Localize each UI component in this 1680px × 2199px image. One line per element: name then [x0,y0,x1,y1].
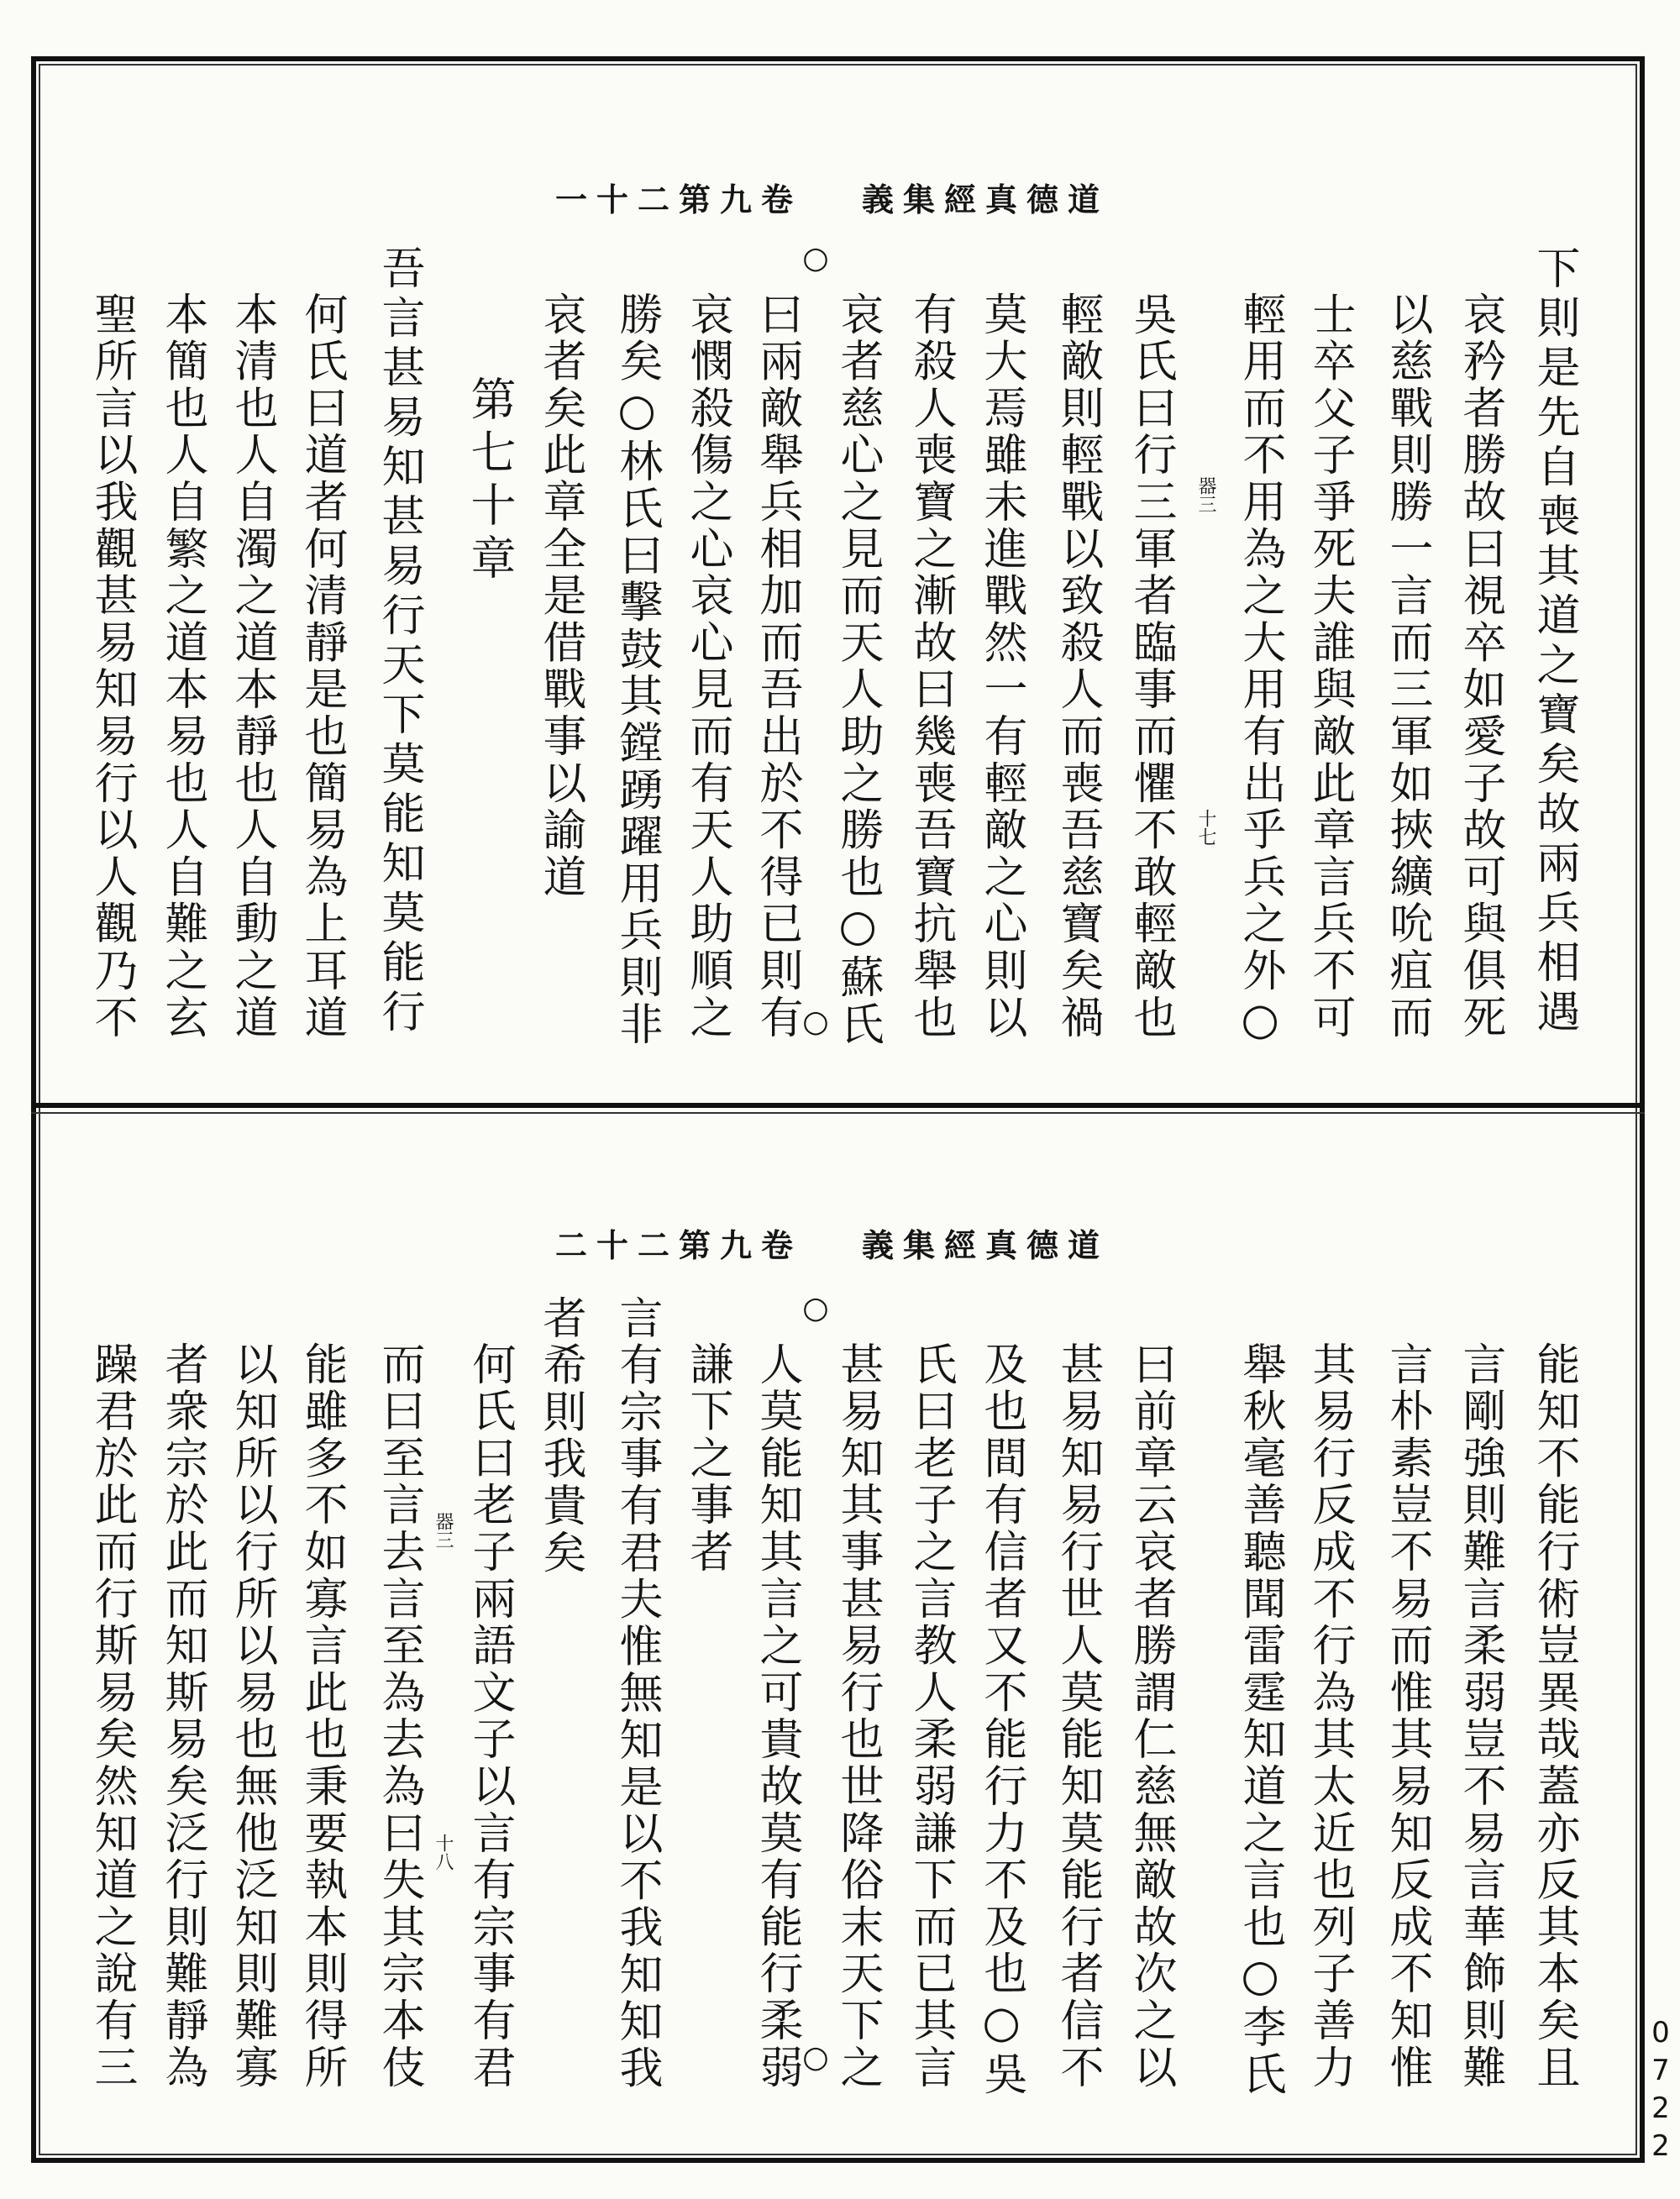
gutter-circle: ○ [802,1005,829,1039]
running-title: 道德真經集義 [861,181,1109,218]
chapter-heading: 第七十章 [464,375,517,587]
text-column: 曰兩敵舉兵相加而吾出於不得已則有 [752,291,802,1042]
text-column: 言有宗事有君夫惟無知是以不我知知我 [612,1295,662,2092]
text-column: 聖所言以我觀甚易知易行以人觀乃不 [87,291,137,1042]
text-column: 本簡也人自繁之道本易也人自難之玄 [157,291,207,1042]
panel-divider-thin [31,1112,1645,1114]
text-column: 本清也人自濁之道本靜也人自動之道 [227,291,277,1042]
panel-divider [31,1103,1645,1108]
text-column: 輕敵則輕戰以致殺人而喪吾慈寶矣禍 [1053,291,1103,1042]
text-column: 能雖多不如寡言此也秉要執本則得所 [297,1341,347,2091]
volume-folio: 卷九第二十二 [554,1226,802,1264]
text-column: 哀者矣此章全是借戰事以諭道 [535,291,585,901]
text-column: 吳氏曰行三軍者臨事而懼不敢輕敵也 [1126,291,1176,1042]
text-column: 者衆宗於此而知斯易矣泛行則難靜為 [157,1341,207,2091]
text-column: 躁君於此而行斯易矣然知道之說有三 [87,1341,137,2091]
running-title: 道德真經集義 [861,1226,1109,1264]
text-column: 吾言甚易知甚易行天下莫能知莫能行 [374,245,424,1038]
text-column: 而曰至言去言至為去為曰失其宗本伎 [374,1341,424,2091]
text-column: 何氏曰道者何清靜是也簡易為上耳道 [297,291,347,1042]
text-column: 人莫能知其言之可貴故莫有能行柔弱 [752,1341,802,2091]
text-column: 莫大焉雖未進戰然一有輕敵之心則以 [976,291,1026,1042]
text-column: 舉秋毫善聽聞雷霆知道之言也○李氏 [1235,1341,1285,2098]
text-column: 以慈戰則勝一言而三軍如挾纊吮疽而 [1382,291,1432,1042]
text-column: 言朴素豈不易而惟其易知反成不知惟 [1382,1341,1432,2091]
text-column: 以知所以行所以易也無他泛知則難寡 [227,1341,277,2091]
catalog-mark: 器三 [433,1512,454,1549]
text-column: 能知不能行術豈異哉蓋亦反其本矣且 [1529,1341,1579,2091]
page-number: 0722 [1644,2016,1677,2167]
gutter-circle: ○ [802,2040,829,2075]
text-column: 言剛強則難言柔弱豈不易言華飾則難 [1455,1341,1505,2091]
catalog-mark: 器三 [1195,476,1216,513]
volume-folio: 卷九第二十一 [554,181,802,218]
text-column: 哀者慈心之見而天人助之勝也○蘇氏 [832,291,883,1048]
text-column: 何氏曰老子兩語文子以言有宗事有君 [465,1341,515,2091]
text-column: 甚易知易行世人莫能知莫能行者信不 [1053,1341,1103,2091]
text-column: 輕用而不用為之大用有出乎兵之外○ [1235,291,1285,1048]
text-column: 哀憫殺傷之心哀心見而有天人助順之 [682,291,732,1042]
text-column: 及也間有信者又不能行力不及也○吳 [976,1341,1026,2098]
text-column: 士卒父子爭死夫誰與敵此章言兵不可 [1305,291,1355,1042]
gutter-circle: ○ [802,241,829,276]
text-column: 謙下之事者 [682,1341,732,1576]
text-column: 下則是先自喪其道之寶矣故兩兵相遇 [1529,245,1579,1038]
text-column: 氏曰老子之言教人柔弱謙下而已其言 [906,1341,956,2091]
text-column: 曰前章云哀者勝謂仁慈無敵故次之以 [1126,1341,1176,2091]
text-column: 者希則我貴矣 [535,1295,585,1577]
catalog-mark: 十七 [1195,809,1216,846]
text-column: 有殺人喪寶之漸故曰幾喪吾寶抗舉也 [906,291,956,1042]
text-column: 哀矜者勝故曰視卒如愛子故可與俱死 [1455,291,1505,1042]
gutter-circle: ○ [802,1291,829,1325]
text-column: 其易行反成不行為其太近也列子善力 [1305,1341,1355,2091]
catalog-mark: 十八 [433,1834,454,1871]
text-column: 甚易知其事甚易行也世降俗末天下之 [832,1341,883,2091]
text-column: 勝矣○林氏曰擊鼓其鏜踴躍用兵則非 [612,291,662,1048]
